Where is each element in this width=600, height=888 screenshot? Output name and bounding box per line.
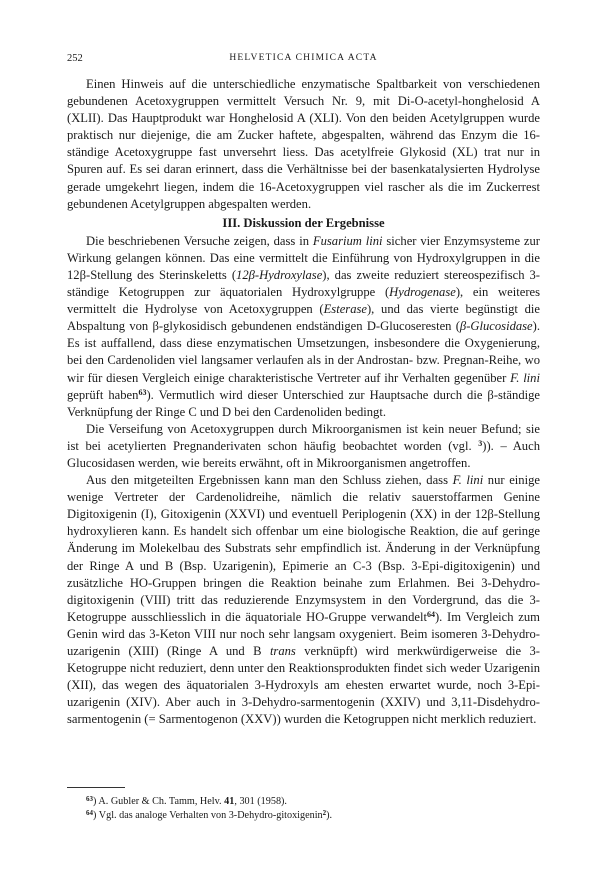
italic-run: Esterase bbox=[323, 302, 367, 317]
text-run: verknüpft) wird merkwürdigerweise die 3-Ketogruppe nicht reduziert, denn unter den Reaktionsprodukten findet sich weder Uzarigenin (XII), das wegen des äquatorialen 3-Hydroxyls am ehesten erwartet wurde, noch 3-Epi-uzarigenin (XIV). Aber auch in 3-Dehydro-sarmentogenin (XXIV) und 3,11-Disdehydro-sarmentogenin (= Sarmentogenon (XXV)) wurden die Ketogruppen nicht merklich reduziert. bbox=[67, 644, 541, 727]
text-run: ), das zweite reduziert stereospezifisch 3-ständige Ketogruppen zur äquatorialen Hydroxylgruppe ( bbox=[67, 267, 540, 300]
footnote-63 bbox=[67, 795, 540, 809]
text-run: Die beschriebenen Versuche zeigen, dass in bbox=[86, 233, 313, 248]
footnote-64 bbox=[67, 809, 540, 823]
italic-run: trans bbox=[269, 644, 296, 658]
paragraph-conclusion bbox=[67, 472, 540, 728]
text-run: sicher vier Enzymsysteme zur Wirkung gelangen können. Das eine vermittelt die Einführung von Hydroxylgruppen in die 12β-Stellung des Sterinskeletts ( bbox=[67, 233, 540, 282]
italic-run: 12β-Hydroxylase bbox=[236, 267, 323, 282]
text-run: geprüft haben bbox=[67, 387, 139, 402]
footnote-text: ). bbox=[326, 810, 333, 821]
footnote-ref: 64 bbox=[426, 609, 435, 619]
footnote-text: , 301 (1958). bbox=[234, 796, 287, 807]
footnotes bbox=[67, 795, 540, 823]
italic-run: β-Glucosidase bbox=[459, 319, 533, 334]
italic-run: Fusarium lini bbox=[312, 233, 383, 248]
journal-title: HELVETICA CHIMICA ACTA bbox=[229, 53, 378, 63]
footnote-ref: 2 bbox=[322, 809, 327, 817]
text-run: Die Verseifung von Acetoxygruppen durch Mikroorganismen ist kein neuer Befund; sie ist bei acetylierten Pregnanderivaten schon häufig beobachtet worden (vgl. bbox=[67, 421, 540, 453]
running-head bbox=[67, 53, 540, 67]
body-text bbox=[67, 76, 540, 728]
text-run: ). Im Vergleich zum Genin wird das 3-Keton VIII nur noch sehr langsam oxygeniert. Beim isomeren 3-Dehydro-uzarigenin (XIII) (Ringe A und B bbox=[67, 609, 540, 658]
italic-run: Hydrogenase bbox=[389, 285, 456, 300]
page-number: 252 bbox=[67, 53, 83, 64]
footnote-ref: 63 bbox=[138, 387, 147, 397]
paragraph-saponification bbox=[67, 421, 540, 472]
text-run: ). Es ist auffallend, dass diese enzymatischen Umsetzungen, insbesondere die Oxygenierung, bei den Cardenoliden viel langsamer verlaufen als in der Androstan- bzw. Pregnan-Reihe, wo wir für diesen Vergleich einige charakteristische Vertreter auf ihr Verhalten gegenüber bbox=[67, 319, 540, 385]
footnote-number: 63 bbox=[86, 795, 93, 803]
footnote-text: ) A. Gubler & Ch. Tamm, Helv. bbox=[93, 796, 225, 807]
text-run: ), und das vierte begünstigt die Abspaltung von β-glykosidisch gebundenen endständigen D-Glucoseresten ( bbox=[67, 302, 540, 334]
footnote-volume: 41 bbox=[224, 796, 235, 807]
text-run: ), ein weiteres vermittelt die Hydrolyse von Acetoxygruppen ( bbox=[67, 285, 540, 317]
paragraph-enzymatic-cleavage: Einen Hinweis auf die unterschiedliche enzymatische Spaltbarkeit von verschiedenen gebundenen Acetoxygruppen vermittelt Versuch Nr. 9, mit Di-O-acetyl-honghelosid A (XLII). Das Hauptprodukt war Honghelosid A (XLI). Von den beiden Acetylgruppen wurde praktisch nur diejenige, die am Zucker haftete, abgespalten, während das Enzym die 16-ständige Acetoxygruppe fast unversehrt liess. Das acetylfreie Glykosid (XL) trat nur in Spuren auf. Es sei daran erinnert, dass die Verhältnisse bei der basenkatalysierten Hydrolyse gerade umgekehrt liegen, indem die 16-Acetoxygruppen viel rascher als die im Zuckerrest gebundenen Acetylgruppen abgespalten werden. bbox=[67, 77, 540, 211]
text-run: nur einige wenige Vertreter der Cardenolidreihe, nämlich die relativ sauerstoffarmen Genine Digitoxigenin (I), Gitoxigenin (XXVI) und eventuell Periplogenin (XX) in der 12β-Stellung hydroxylieren kann. Es handelt sich offenbar um eine biologische Reaktion, die auf geringe Änderung im Molekelbau des Substrats sehr empfindlich ist. Änderung in der Verknüpfung der Ringe A und B (Bsp. Uzarigenin), Epimerie an C-3 (Bsp. 3-Epi-digitoxigenin) und zusätzliche HO-Gruppen bringen die Reaktion beinahe zum Erlahmen. Bei 3-Dehydro-digitoxigenin (VIII) tritt das reduzierende Enzymsystem in den Vordergrund, das die 3-Ketogruppe ausschliesslich in die äquatoriale HO-Gruppe verwandelt bbox=[67, 473, 540, 624]
text-run: )). – Auch Glucosidasen werden, wie bereits erwähnt, oft in Mikroorganismen angetroffen. bbox=[67, 438, 540, 470]
section-heading: III. Diskussion der Ergebnisse bbox=[222, 215, 385, 230]
italic-run: F. lini bbox=[510, 370, 540, 385]
footnote-rule bbox=[67, 787, 125, 788]
footnote-ref: 3 bbox=[478, 438, 483, 448]
paragraph-enzyme-systems bbox=[67, 233, 540, 421]
text-run: ). Vermutlich wird dieser Unterschied zur Hauptsache durch die β-ständige Verknüpfung der Ringe C und D bei den Cardenoliden bedingt. bbox=[67, 387, 540, 419]
text-run: Aus den mitgeteilten Ergebnissen kann man den Schluss ziehen, dass bbox=[86, 473, 453, 488]
footnote-text: ) Vgl. das analoge Verhalten von 3-Dehydro-gitoxigenin bbox=[93, 810, 323, 821]
italic-run: F. lini bbox=[452, 473, 484, 488]
footnote-number: 64 bbox=[86, 809, 93, 817]
